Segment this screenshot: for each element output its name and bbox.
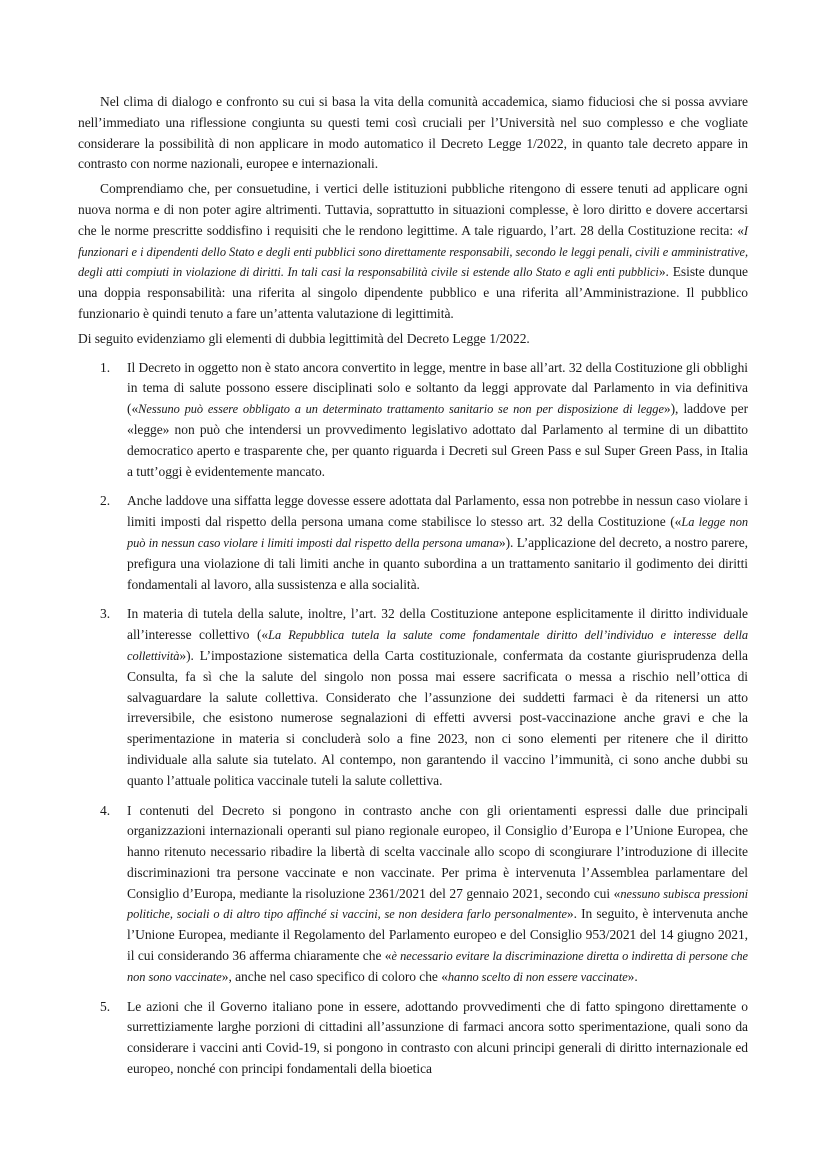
list-item <box>78 997 748 1080</box>
list-lead-in: Di seguito evidenziamo gli elementi di dubbia legittimità del Decreto Legge 1/2022. <box>78 330 530 346</box>
text-segment: ». <box>627 968 638 984</box>
quoted-text: La legge non può in nessun caso violare i limiti imposti dal rispetto della persona umana <box>127 515 748 550</box>
paragraph-art-28 <box>78 179 748 325</box>
text-segment: Le azioni che il Governo italiano pone in essere, adottando provvedimenti che di fatto spingono direttamente o surrettiziamente larghe porzioni di cittadini all’assunzione di farmaci ancora sotto sperimentazione, quali sono da considerare i vaccini anti Covid-19, si pongono in contrasto con alcuni principi generali di diritto internazionale ed europeo, nonché con principi fondamentali della bioetica <box>127 998 748 1077</box>
legitimacy-issues-list <box>78 358 748 1080</box>
text-segment: »). L’applicazione del decreto, a nostro parere, prefigura una violazione di tali limiti anche in quanto subordina a un trattamento sanitario il godimento dei diritti fondamentali al lavoro, alla sussistenza e alla socialità. <box>127 534 748 592</box>
text-segment: Anche laddove una siffatta legge dovesse essere adottata dal Parlamento, essa non potrebbe in nessun caso violare i limiti imposti dal rispetto della persona umana come stabilisce lo stesso art. 32 della Costituzione (« <box>127 493 748 530</box>
item-number: 5. <box>100 998 111 1014</box>
text-segment: Nel clima di dialogo e confronto su cui si basa la vita della comunità accademica, siamo fiduciosi che si possa avviare nell’immediato una riflessione congiunta su questi temi così cruciali per l’Università nel suo complesso e che vogliate considerare la possibilità di non applicare in modo automatico il Decreto Legge 1/2022, in quanto tale decreto appare in contrasto con norme nazionali, europee e internazionali. <box>78 94 748 172</box>
list-item <box>78 491 748 595</box>
item-number: 1. <box>100 359 111 375</box>
quoted-text: hanno scelto di non essere vaccinate <box>447 969 628 984</box>
quoted-text: I funzionari e i dipendenti dello Stato e degli enti pubblici sono direttamente responsabili, secondo le leggi penali, civili e amministrative, degli atti compiuti in violazione di diritti. In tali casi la responsabilità civile si estende allo Stato e agli enti pubblici <box>78 223 748 280</box>
text-segment: »), laddove per «legge» non può che intendersi un provvedimento legislativo adottato dal Parlamento al termine di un dibattito democratico aperto e trasparente che, per quanto riguarda i Decreti sul Green Pass e sul Super Green Pass, in Italia a tutt’oggi è evidentemente mancato. <box>127 401 749 479</box>
item-text <box>127 358 748 483</box>
item-text <box>127 801 748 988</box>
quoted-text: La Repubblica tutela la salute come fondamentale diritto dell’individuo e interesse della collettività <box>127 628 748 663</box>
item-number: 4. <box>100 802 111 818</box>
quoted-text: è necessario evitare la discriminazione diretta o indiretta di persone che non sono vaccinate <box>127 949 749 984</box>
text-segment: I contenuti del Decreto si pongono in contrasto anche con gli orientamenti espressi dalle due principali organizzazioni internazionali operanti sul piano regionale europeo, il Consiglio d’Europa e l’Unione Europea, che hanno ritenuto necessario ribadire la libertà di scelta vaccinale allo scopo di scongiurare l’introduzione di illecite discriminazioni tra persone vaccinate e non vaccinate. Per prima è intervenuta l’Assemblea parlamentare del Consiglio d’Europa, mediante la risoluzione 2361/2021 del 27 gennaio 2021, secondo cui « <box>127 802 748 901</box>
text-segment: »). L’impostazione sistematica della Carta costituzionale, confermata da costante giurisprudenza della Consulta, fa sì che la salute del singolo non possa mai essere sacrificata o messa a rischio nell’ottica di salvaguardare la salute collettiva. Considerato che l’assunzione dei suddetti farmaci è da ritenersi un atto irreversibile, che esistono numerose segnalazioni di effetti avversi post-vaccinazione anche gravi e che la sperimentazione in materia si concluderà solo a fine 2023, non ci sono elementi per ritenere che il diritto individuale alla salute sia tutelato. Al contempo, non garantendo il vaccino l’immunità, ci sono anche dubbi su quanto l’attuale politica vaccinale tuteli la salute collettiva. <box>127 647 748 788</box>
quoted-text: Nessuno può essere obbligato a un determinato trattamento sanitario se non per disposizione di legge <box>138 402 664 417</box>
list-item <box>78 801 748 988</box>
text-segment: », anche nel caso specifico di coloro che « <box>221 968 448 984</box>
text-segment: ». In seguito, è intervenuta anche l’Unione Europea, mediante il Regolamento del Parlamento europeo e del Consiglio 953/2021 del 14 giugno 2021, il cui considerando 36 afferma chiaramente che « <box>127 906 748 964</box>
text-segment: ». Esiste dunque una doppia responsabilità: una riferita al singolo dipendente pubblico e una riferita all’Amministrazione. Il pubblico funzionario è quindi tenuto a fare un’attenta valutazione di legittimità. <box>78 264 748 321</box>
list-item <box>78 604 748 791</box>
paragraph-intro <box>78 92 748 175</box>
text-segment: In materia di tutela della salute, inoltre, l’art. 32 della Costituzione antepone esplicitamente il diritto individuale all’interesse collettivo (« <box>127 606 748 643</box>
item-number: 2. <box>100 493 111 509</box>
item-number: 3. <box>100 606 111 622</box>
item-text <box>127 604 748 791</box>
list-item <box>78 358 748 483</box>
item-text <box>127 997 748 1080</box>
text-segment: Il Decreto in oggetto non è stato ancora convertito in legge, mentre in base all’art. 32 della Costituzione gli obblighi in tema di salute possono essere disciplinati solo e soltanto da leggi approvate dal Parlamento in via definitiva (« <box>127 359 748 417</box>
text-segment: Comprendiamo che, per consuetudine, i vertici delle istituzioni pubbliche ritengono di essere tenuti ad applicare ogni nuova norma e di non poter agire altrimenti. Tuttavia, soprattutto in situazioni complesse, è loro diritto e dovere accertarsi che le norme prescritte soddisfino i requisiti che le rendono legittime. A tale riguardo, l’art. 28 della Costituzione recita: « <box>78 181 748 238</box>
quoted-text: nessuno subisca pressioni politiche, sociali o di altro tipo affinché si vaccini, se non desidera farlo personalmente <box>127 886 748 922</box>
document-page <box>78 92 748 1089</box>
item-text <box>127 491 748 595</box>
